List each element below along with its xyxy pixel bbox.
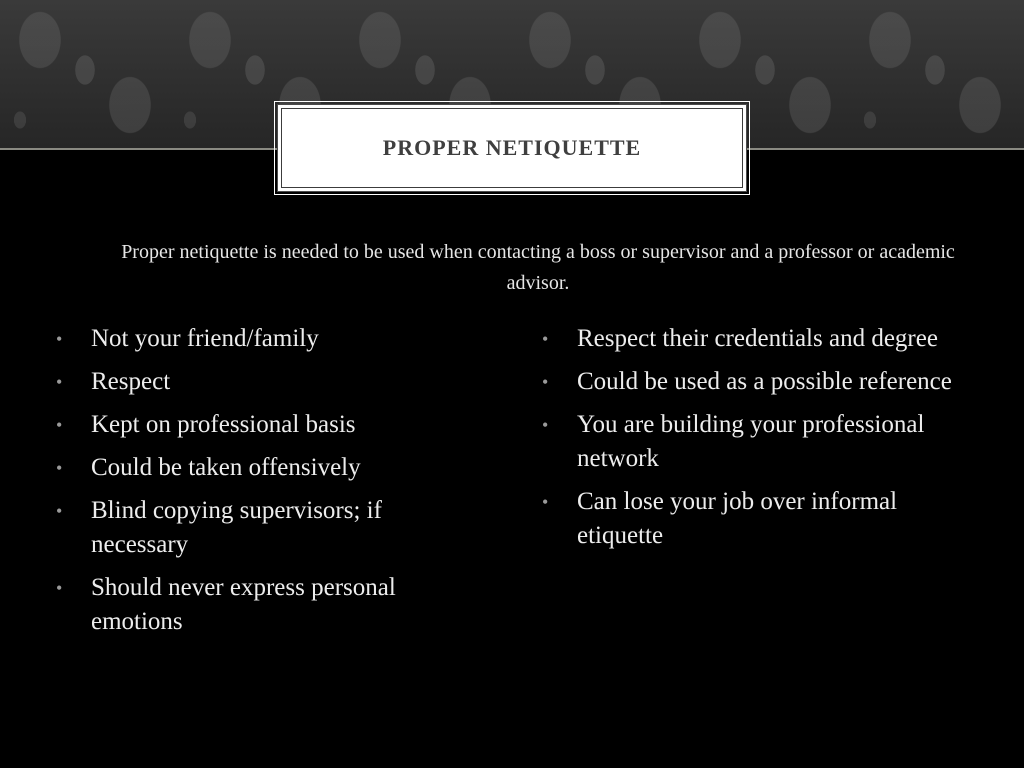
right-bullet-list — [542, 322, 962, 562]
bullet-icon: • — [56, 458, 63, 478]
bullet-icon: • — [56, 501, 63, 521]
list-item — [56, 322, 456, 356]
list-item — [56, 494, 456, 562]
list-item — [56, 571, 456, 639]
list-item-text: Could be used as a possible reference — [577, 368, 952, 395]
left-bullet-list — [56, 322, 456, 648]
bullet-icon: • — [56, 578, 63, 598]
list-item-text: Blind copying supervisors; if necessary — [91, 497, 382, 558]
bullet-icon: • — [542, 415, 549, 435]
bullet-icon: • — [56, 329, 63, 349]
list-item — [542, 485, 962, 553]
title-box — [277, 104, 747, 192]
bullet-icon: • — [56, 372, 63, 392]
bullet-icon: • — [542, 372, 549, 392]
list-item — [542, 322, 962, 356]
list-item — [56, 451, 456, 485]
list-item — [542, 408, 962, 476]
list-item-text: Respect — [91, 368, 171, 395]
list-item — [542, 365, 962, 399]
list-item-text: Kept on professional basis — [91, 411, 356, 438]
list-item-text: Not your friend/family — [91, 325, 319, 352]
bullet-icon: • — [542, 492, 549, 512]
bullet-icon: • — [56, 415, 63, 435]
bullet-icon: • — [542, 329, 549, 349]
list-item-text: Can lose your job over informal etiquette — [577, 488, 898, 549]
intro-text: Proper netiquette is needed to be used when contacting a boss or supervisor and a professor or academic advisor. — [121, 241, 955, 294]
slide-title: PROPER NETIQUETTE — [382, 135, 642, 160]
list-item-text: Should never express personal emotions — [91, 574, 396, 635]
list-item — [56, 408, 456, 442]
list-item-text: You are building your professional network — [577, 411, 925, 472]
list-item — [56, 365, 456, 399]
list-item-text: Respect their credentials and degree — [577, 325, 938, 352]
list-item-text: Could be taken offensively — [91, 454, 361, 481]
